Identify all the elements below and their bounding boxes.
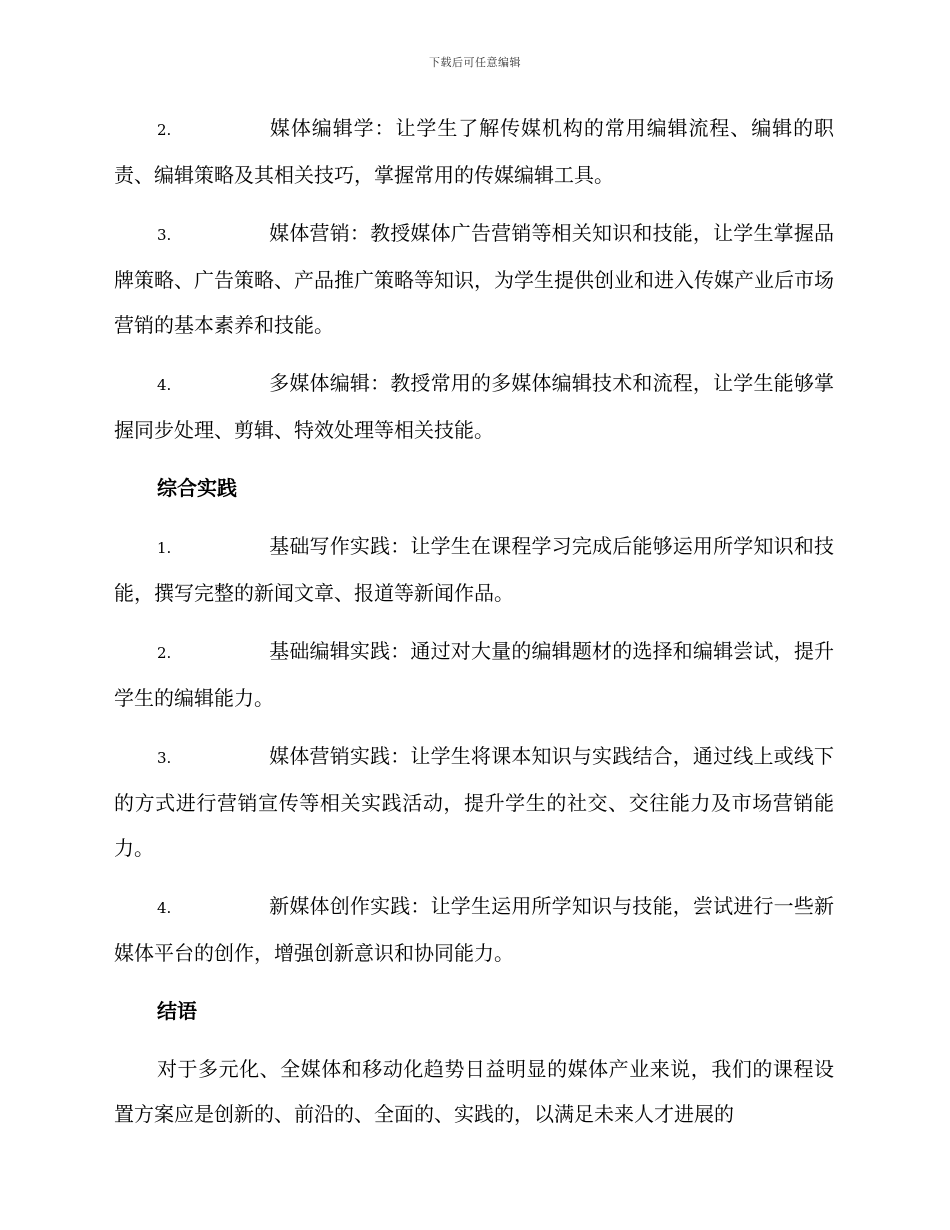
- list-item: [114, 361, 834, 453]
- list-item-text: 新媒体创作实践：让学生运用所学知识与技能，尝试进行一些新媒体平台的创作，增强创新意识和协同能力。: [114, 894, 834, 965]
- section-heading-practice: 综合实践: [157, 476, 237, 500]
- list-item: [114, 734, 834, 871]
- list-item-number: 2.: [157, 121, 172, 139]
- list-item-number: 4.: [157, 899, 172, 917]
- list-item: [114, 629, 834, 721]
- list-item: [114, 884, 834, 976]
- list-item-text: 媒体营销：教授媒体广告营销等相关知识和技能，让学生掌握品牌策略、广告策略、产品推广策略等知识，为学生提供创业和进入传媒产业后市场营销的基本素养和技能。: [114, 221, 834, 337]
- list-item-text: 多媒体编辑：教授常用的多媒体编辑技术和流程，让学生能够掌握同步处理、剪辑、特效处理等相关技能。: [114, 371, 834, 442]
- document-body: [114, 106, 834, 1150]
- list-item: [114, 211, 834, 348]
- list-item-text: 媒体编辑学：让学生了解传媒机构的常用编辑流程、编辑的职责、编辑策略及其相关技巧，掌握常用的传媒编辑工具。: [114, 116, 834, 187]
- list-item-text: 基础写作实践：让学生在课程学习完成后能够运用所学知识和技能，撰写完整的新闻文章、报道等新闻作品。: [114, 534, 834, 605]
- list-item-number: 3.: [157, 226, 172, 244]
- list-item-text: 基础编辑实践：通过对大量的编辑题材的选择和编辑尝试，提升学生的编辑能力。: [114, 639, 834, 710]
- list-item-text: 媒体营销实践：让学生将课本知识与实践结合，通过线上或线下的方式进行营销宣传等相关实践活动，提升学生的社交、交往能力及市场营销能力。: [114, 744, 834, 860]
- list-item-number: 3.: [157, 749, 172, 767]
- list-item-number: 2.: [157, 644, 172, 662]
- page-header: 下载后可任意编辑: [429, 56, 521, 69]
- list-item: [114, 106, 834, 198]
- list-item: [114, 524, 834, 616]
- section-heading-conclusion: 结语: [157, 999, 197, 1023]
- list-item-number: 1.: [157, 539, 172, 557]
- list-item-number: 4.: [157, 376, 172, 394]
- conclusion-paragraph: 对于多元化、全媒体和移动化趋势日益明显的媒体产业来说，我们的课程设置方案应是创新的、前沿的、全面的、实践的，以满足未来人才进展的: [114, 1057, 834, 1126]
